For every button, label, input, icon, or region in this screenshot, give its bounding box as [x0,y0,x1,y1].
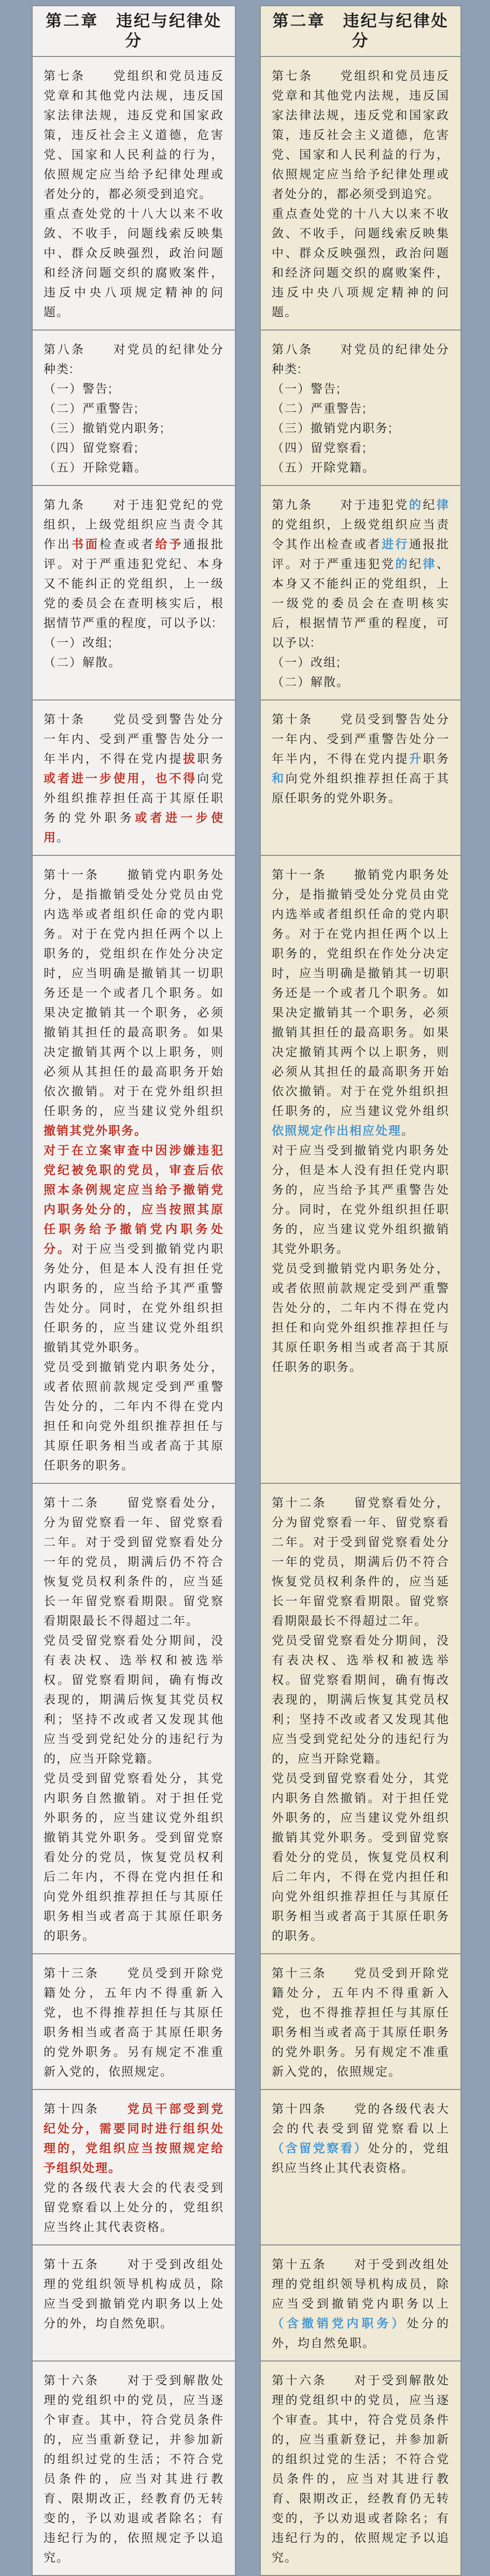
text-segment: 第十六条 对于受到解散处理的党组织中的党员，应当逐个审查。其中，符合党员条件的，应当重新登记，并参加新的组织过党的生活；不符合党员条件的，应当对其进行教育、限期改正，经教育仍无转变的，予以劝退或者除名；有违纪行为的，依照规定予以追究。 [272,2373,450,2564]
article-10-left-cell [32,700,236,856]
text-segment: 党员受到撤销党内职务处分，或者依照前款规定受到严重警告处分的，二年内不得在党内担任和向党外组织推荐担任与其原任职务相当或者高于其原任职务的职务。 [272,1262,450,1373]
article-11-left-cell [32,856,236,1484]
text-segment: 第十条 党员受到警告处分一年内、受到严重警告处分一年半内，不得在党内提 [44,712,224,765]
text-segment: 对于应当受到撤销党内职务处分，但是本人没有担任党内职务的，应当给予其严重警告处分。同时，在党外组织担任职务的，应当建议党外组织撤销其党外职务。 [44,1242,225,1354]
text-segment: （二）严重警告; [272,402,367,415]
text-segment: 第十三条 党员受到开除党籍处分，五年内不得重新入党，也不得推荐担任与其原任职务相当或者高于其原任职务的党外职务。另有规定不准重新入党的，依照规定。 [272,1966,450,2078]
original-changed-text: 律 [437,498,450,511]
original-changed-text: 进行 [382,537,409,551]
text-segment: 党员受到撤销党内职务处分，或者依照前款规定受到严重警告处分的，二年内不得在党内担任和向党外组织推荐担任与其原任职务相当或者高于其原任职务的职务。 [44,1360,224,1472]
article-9-left-cell [32,486,236,700]
revision-added-text: 或者进一步使用，也不得 [44,771,198,785]
article-16-paragraph-1 [272,2370,450,2567]
article-9-paragraph-2 [44,633,224,652]
text-segment: 党员受到留党察看处分，其党内职务自然撤销。对于担任党外职务的，应当建议党外组织撤销其党外职务。受到留党察看处分的党员，恢复党员权利后二年内，不得在党内担任和向党外组织推荐担任与其原任职务相当或者高于其原任职务的职务。 [44,1771,224,1942]
revision-added-text: 对于在立案审查中因涉嫌违犯党纪被免职的党员，审查后依照本条例规定应当给予撤销党内职务处分的，应当按照其原任职务给予撤销党内职务处分。 [44,1143,224,1255]
article-14-left-cell [32,2090,236,2245]
article-8-left-cell [32,331,236,486]
revision-added-text: 撤销其党外职务。 [44,1124,147,1137]
text-segment: 通报批评。对于严重违犯党纪、本身又不能纠正的党组织，上一级党的委员会在查明核实后，根据情节严重的程度，可以予以: [44,537,225,629]
article-8-paragraph-6 [272,457,450,477]
article-8-paragraph-2 [44,379,224,398]
original-changed-text: 和 [272,771,286,785]
text-segment: 第十条 党员受到警告处分一年内、受到严重警告处分一年半内，不得在党内提 [272,712,450,765]
revision-added-text: 拔 [183,752,198,765]
text-segment: （一）改组; [272,655,341,669]
original-changed-text: 的 [409,498,423,511]
text-segment: 第八条 对党员的纪律处分种类: [272,342,450,376]
text-segment: 党员受留党察看处分期间，没有表决权、选举权和被选举权。留党察看期间，确有悔改表现的，期满后恢复其党员权利；坚持不改或者又发现其他应当受到党纪处分的违纪行为的，应当开除党籍。 [44,1634,224,1765]
article-9-paragraph-1 [272,495,450,652]
article-7-right-cell [260,57,461,331]
text-segment: 、本身又不能纠正的党组织，上一级党的委员会在查明核实后，根据情节严重的程度，可以予以: [272,557,450,649]
article-12-right-cell [260,1484,461,1954]
article-15-right-cell [260,2245,461,2362]
text-segment: 的党组织，上级党组织应当责令其作出检查或者 [272,518,450,551]
article-14-paragraph-1 [44,2099,224,2178]
article-13-paragraph-1 [272,1963,450,2081]
article-12-paragraph-1 [272,1493,450,1630]
chapter-header-paragraph-1 [266,11,455,51]
text-segment: （三）撤销党内职务; [44,421,165,435]
article-8-paragraph-3 [272,398,450,418]
article-16-left-cell [32,2362,236,2576]
original-changed-text: （含撤销党内职务） [272,2316,407,2330]
text-segment: 纪 [423,498,437,511]
revision-added-text: 书面 [71,537,100,551]
article-11-paragraph-1 [272,865,450,1140]
article-13-left-cell [32,1954,236,2090]
article-16-paragraph-1 [44,2370,224,2567]
text-segment: （一）改组; [44,636,113,649]
article-12-paragraph-3 [44,1768,224,1945]
text-segment: 党的各级代表大会的代表受到留党察看以上处分的，党组织应当终止其代表资格。 [44,2181,224,2234]
article-8-paragraph-5 [44,438,224,457]
text-segment: 纪 [409,557,423,570]
article-8-right-cell [260,331,461,486]
text-segment: 第十五条 对于受到改组处理的党组织领导机构成员，除应当受到撤销党内职务以上处分的外，均自然免职。 [44,2257,224,2330]
chapter-header-right-cell [260,5,461,57]
text-segment: 第十五条 对于受到改组处理的党组织领导机构成员，除应当受到撤销党内职务以上 [272,2257,450,2310]
article-14-right-cell [260,2090,461,2245]
article-15-left-cell [32,2245,236,2362]
article-8-paragraph-4 [272,418,450,438]
article-8-paragraph-1 [44,339,224,379]
text-segment: 第十四条 党的各级代表大会的代表受到留党察看以上 [272,2102,450,2135]
text-segment: （四）留党察看; [272,441,367,454]
text-segment: （三）撤销党内职务; [272,421,393,435]
article-15-paragraph-1 [272,2254,450,2353]
text-segment: 第十四条 [44,2102,128,2115]
article-7-paragraph-2 [272,204,450,322]
article-10-paragraph-1 [272,709,450,808]
text-segment: 第七条 党组织和党员违反党章和其他党内法规，违反国家法律法规，违反党和国家政策，违反社会主义道德，危害党、国家和人民利益的行为，依照规定应当给予纪律处理或者处分的，都必须受到追究。 [272,69,450,201]
article-11-paragraph-1 [44,865,224,1140]
text-segment: 党员受留党察看处分期间，没有表决权、选举权和被选举权。留党察看期间，确有悔改表现的，期满后恢复其党员权利；坚持不改或者又发现其他应当受到党纪处分的违纪行为的，应当开除党籍。 [272,1634,450,1765]
article-11-paragraph-3 [44,1357,224,1475]
article-7-left-cell [32,57,236,331]
article-12-left-cell [32,1484,236,1954]
text-segment: （一）警告; [44,382,113,395]
text-segment: （五）开除党籍。 [44,461,147,474]
text-segment: （五）开除党籍。 [272,461,375,474]
revision-added-text: 党员干部受到党纪处分，需要同时进行组织处理的，党组织应当按照规定给予组织处理。 [44,2102,225,2174]
text-segment: 检查或者 [99,537,156,551]
article-8-paragraph-4 [44,418,224,438]
article-13-paragraph-1 [44,1963,224,2081]
text-segment: 党员受到留党察看处分，其党内职务自然撤销。对于担任党外职务的，应当建议党外组织撤销其党外职务。受到留党察看处分的党员，恢复党员权利后二年内，不得在党内担任和向党外组织推荐担任与其原任职务相当或者高于其原任职务的职务。 [272,1771,450,1942]
original-changed-text: 律 [423,557,437,570]
article-9-paragraph-3 [272,672,450,692]
article-11-paragraph-2 [272,1140,450,1258]
revision-added-text: 或者进一步使用 [44,811,225,844]
article-11-right-cell [260,856,461,1484]
article-11-paragraph-3 [272,1258,450,1377]
article-10-right-cell [260,700,461,856]
original-changed-text: 依照规定作出相应处理 [272,1124,401,1137]
article-9-paragraph-2 [272,652,450,672]
text-segment: （四）留党察看; [44,441,139,454]
article-8-paragraph-2 [272,379,450,398]
article-9-right-cell [260,486,461,700]
article-7-paragraph-1 [44,66,224,204]
text-segment: 第九条 对于违犯党纪的党组织，上级党组织应当责令其作出 [44,498,224,551]
article-12-paragraph-1 [44,1493,224,1630]
text-segment: （二）严重警告; [44,402,139,415]
article-9-paragraph-3 [44,652,224,672]
article-12-paragraph-2 [272,1630,450,1768]
article-7-paragraph-1 [272,66,450,204]
original-changed-text: 的 [395,557,409,570]
original-changed-text: 升 [409,752,423,765]
article-9-paragraph-1 [44,495,224,633]
article-13-right-cell [260,1954,461,2090]
text-segment: （一）警告; [272,382,341,395]
article-10-paragraph-1 [44,709,224,847]
article-12-paragraph-2 [44,1630,224,1768]
article-8-paragraph-5 [272,438,450,457]
article-8-paragraph-3 [44,398,224,418]
text-segment: 第十三条 党员受到开除党籍处分，五年内不得重新入党，也不得推荐担任与其原任职务相当或者高于其原任职务的党外职务。另有规定不准重新入党的，依照规定。 [44,1966,224,2078]
revision-added-text: 给予 [155,537,184,551]
original-changed-text: （含留党察看） [272,2141,368,2155]
article-8-paragraph-6 [44,457,224,477]
text-segment: 第九条 对于违犯党 [272,498,409,511]
text-segment: 第十一条 撤销党内职务处分，是指撤销受处分党员由党内选举或者组织任命的党内职务。对于在党内担任两个以上职务的，党组织在作处分决定时，应当明确是撤销其一切职务还是一个或者几个职务。如果决定撤销其一个职务，必须撤销其担任的最高职务。如果决定撤销其两个以上职务，则必须从其担任的最高职务开始依次撤销。对于在党外组织担任职务的，应当建议党外组织 [272,868,450,1118]
text-segment: 第八条 对党员的纪律处分种类: [44,342,224,376]
text-segment: 第十二条 留党察看处分，分为留党察看一年、留党察看二年。对于受到留党察看处分一年的党员，期满后仍不符合恢复党员权利条件的，应当延长一年留党察看期限。留党察看期限最长不得超过二年。 [272,1496,450,1627]
text-segment: 第十一条 撤销党内职务处分，是指撤销受处分党员由党内选举或者组织任命的党内职务。对于在党内担任两个以上职务的，党组织在作处分决定时，应当明确是撤销其一切职务还是一个或者几个职务。如果决定撤销其一个职务，必须撤销其担任的最高职务。如果决定撤销其两个以上职务，则必须从其担任的最高职务开始依次撤销。对于在党外组织担任职务的，应当建议党外组织 [44,868,224,1118]
text-segment: 职务 [423,752,450,765]
text-segment: 重点查处党的十八大以来不收敛、不收手，问题线索反映集中、群众反映强烈，政治问题和经济问题交织的腐败案件，违反中央八项规定精神的问题。 [44,207,224,319]
chapter-header-paragraph-1 [38,11,230,51]
text-segment: 第十二条 留党察看处分，分为留党察看一年、留党察看二年。对于受到留党察看处分一年的党员，期满后仍不符合恢复党员权利条件的，应当延长一年留党察看期限。留党察看期限最长不得超过二年。 [44,1496,224,1627]
text-segment: 处分的，党组织应当终止其代表资格。 [272,2141,450,2174]
text-segment: 通报批评。对于严重违犯党 [272,537,450,570]
chapter-header-left-cell [32,5,236,57]
article-14-paragraph-1 [272,2099,450,2178]
text-segment: 向党外组织推荐担任高于其原任职务的党外职务 [44,771,225,824]
text-segment: 。 [57,831,69,844]
text-segment: 第七条 党组织和党员违反党章和其他党内法规，违反国家法律法规，违反党和国家政策，违反社会主义道德，危害党、国家和人民利益的行为，依照规定应当给予纪律处理或者处分的，都必须受到追究。 [44,69,224,201]
text-segment: 第二章 违纪与纪律处分 [272,12,449,50]
text-segment: 。 [401,1124,414,1137]
text-segment: 处分的外，均自然免职。 [272,2316,450,2350]
article-14-paragraph-2 [44,2178,224,2237]
text-segment: 第十六条 对于受到解散处理的党组织中的党员，应当逐个审查。其中，符合党员条件的，应当重新登记，并参加新的组织过党的生活；不符合党员条件的，应当对其进行教育、限期改正，经教育仍无转变的，予以劝退或者除名；有违纪行为的，依照规定予以追究。 [44,2373,224,2564]
text-segment: 对于应当受到撤销党内职务处分，但是本人没有担任党内职务的，应当给予其严重警告处分。同时，在党外组织担任职务的，应当建议党外组织撤销其党外职务。 [272,1143,450,1255]
article-8-paragraph-1 [272,339,450,379]
text-segment: 向党外组织推荐担任高于其原任职务的党外职务。 [272,771,450,805]
article-7-paragraph-2 [44,204,224,322]
article-16-right-cell [260,2362,461,2576]
article-11-paragraph-2 [44,1140,224,1357]
text-segment: （二）解散。 [272,675,349,689]
text-segment: 重点查处党的十八大以来不收敛、不收手，问题线索反映集中、群众反映强烈，政治问题和经济问题交织的腐败案件，违反中央八项规定精神的问题。 [272,207,450,319]
text-segment: 职务 [197,752,225,765]
article-12-paragraph-3 [272,1768,450,1945]
article-15-paragraph-1 [44,2254,224,2333]
text-segment: 第二章 违纪与纪律处分 [46,12,222,50]
text-segment: （二）解散。 [44,655,121,669]
